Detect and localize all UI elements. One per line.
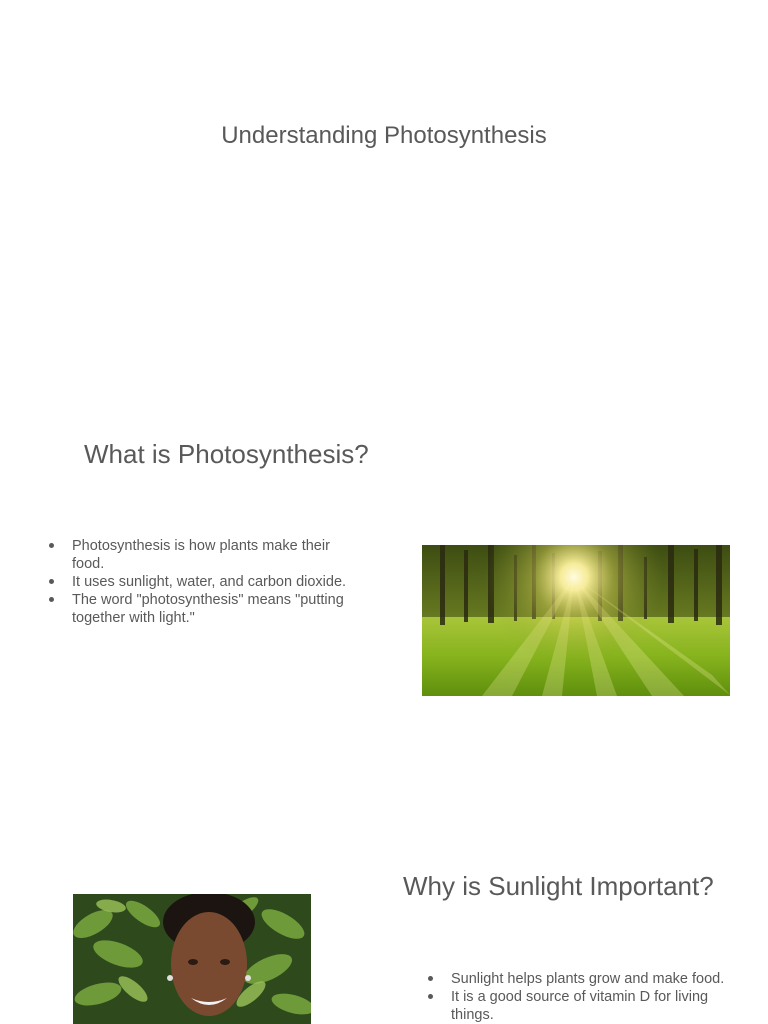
slide-heading-why-is-sunlight-important: Why is Sunlight Important? — [403, 871, 714, 901]
bullet-list-sunlight-facts — [425, 970, 745, 1024]
bullet-item: Photosynthesis is how plants make their food. — [46, 537, 356, 573]
slide-heading-what-is-photosynthesis: What is Photosynthesis? — [84, 439, 369, 469]
person-among-plants-image — [73, 894, 311, 1024]
presentation-title: Understanding Photosynthesis — [221, 122, 547, 149]
bullet-list-photosynthesis-facts — [46, 537, 356, 627]
bullet-item: It uses sunlight, water, and carbon dioxide. — [46, 573, 356, 591]
bullet-item: It is a good source of vitamin D for living things. — [425, 988, 745, 1024]
bullet-item: The word "photosynthesis" means "putting together with light." — [46, 591, 356, 627]
forest-sunlight-image — [422, 545, 730, 696]
person-among-plants-illustration — [73, 894, 311, 1024]
bullet-item: Sunlight helps plants grow and make food. — [425, 970, 745, 988]
forest-sunlight-illustration — [422, 545, 730, 696]
